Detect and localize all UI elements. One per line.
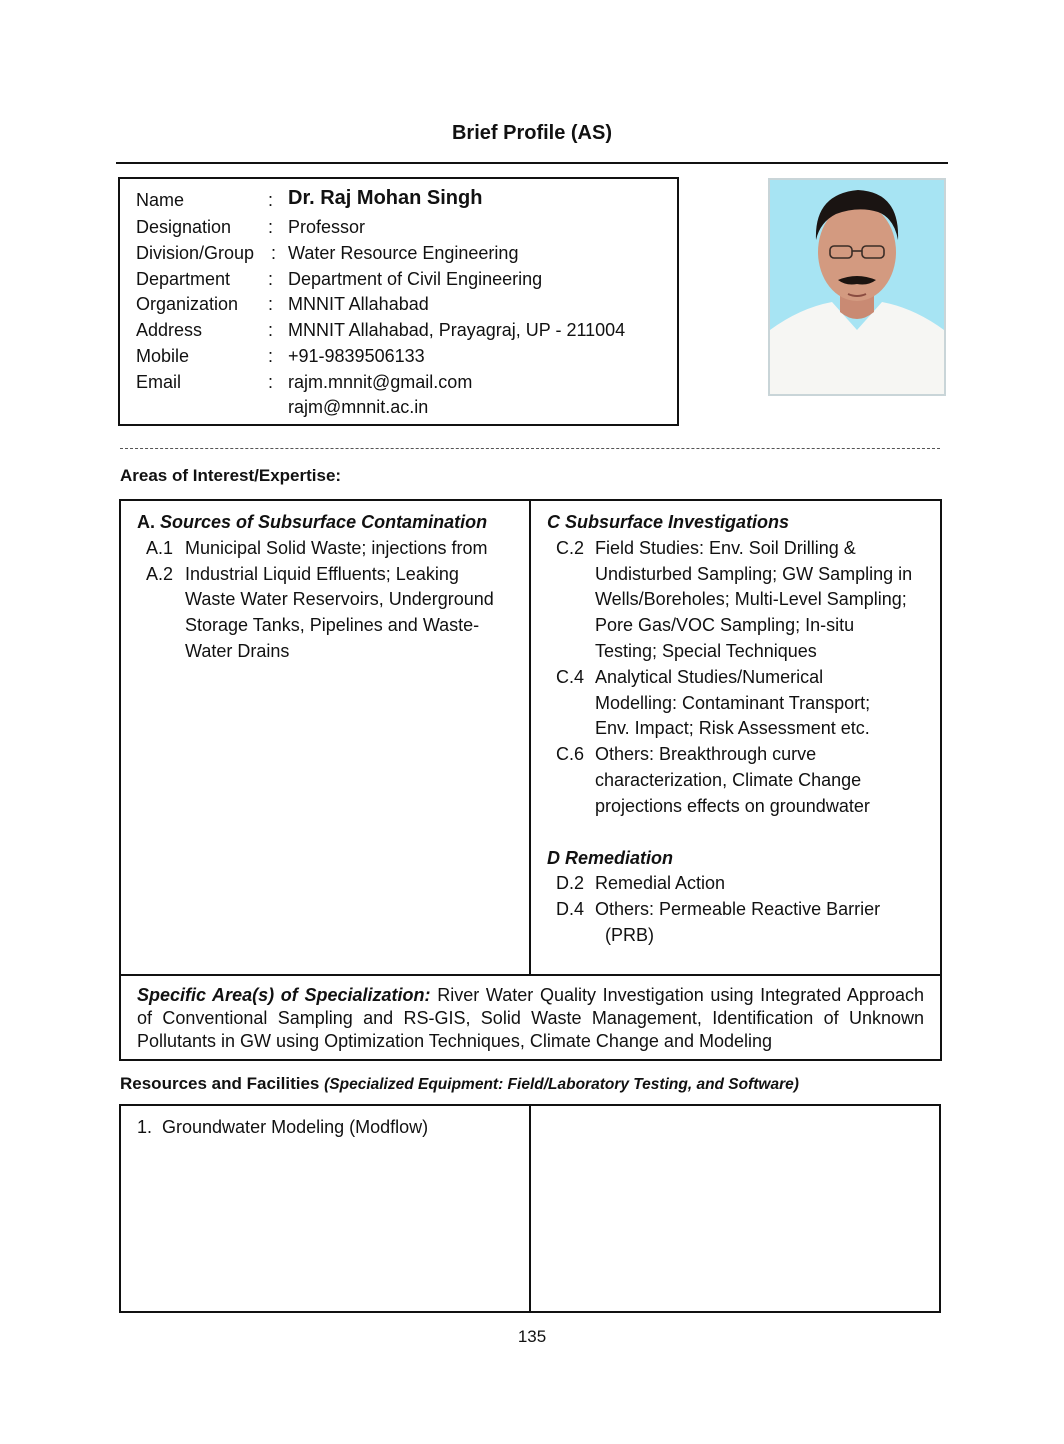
areas-right-column — [547, 510, 937, 949]
area-item-a2: A.2 Industrial Liquid Effluents; Leaking Waste Water Reservoirs, Underground Storage Tanks, Pipelines and Waste- Water Drains — [146, 563, 494, 661]
profile-sep: : — [268, 346, 274, 366]
areas-left-column — [137, 510, 517, 665]
area-item-c6: C.6 Others: Breakthrough curve characterization, Climate Change projections effects on groundwater — [556, 744, 870, 816]
area-item-c2: C.2 Field Studies: Env. Soil Drilling & Undisturbed Sampling; GW Sampling in Wells/Boreholes; Multi-Level Sampling; Pore Gas/VOC Sampling; In-situ Testing; Special Techniques — [556, 537, 913, 661]
row-divider — [121, 974, 940, 976]
profile-sep: : — [271, 243, 277, 263]
profile-sep: : — [268, 294, 274, 314]
resources-subheading: (Specialized Equipment: Field/Laboratory Testing, and Software) — [324, 1076, 799, 1093]
specialization-label: Specific Area(s) of Specialization: — [137, 985, 431, 1005]
areas-table — [119, 499, 942, 1061]
area-item-a1: A.1 Municipal Solid Waste; injections from — [146, 537, 488, 558]
profile-photo — [768, 178, 946, 396]
section-d-heading: D Remediation — [547, 847, 674, 868]
profile-label: Designation — [136, 217, 232, 237]
profile-label: Division/Group — [136, 243, 255, 263]
profile-label: Organization — [136, 294, 239, 314]
profile-sep: : — [268, 190, 274, 210]
resources-table — [119, 1104, 941, 1313]
profile-label: Department — [136, 269, 231, 289]
email-link-secondary[interactable]: rajm@mnnit.ac.in — [288, 397, 429, 417]
areas-heading: Areas of Interest/Expertise: — [120, 466, 342, 485]
profile-box — [118, 177, 679, 426]
specialization-text: River Water Quality Investigation using Integrated Approach of Conventional Sampling and RS-GIS, Solid Waste Management, Identification of Unknown Pollutants in GW using Optimization Techniques, Climate Change and Modeling — [137, 985, 924, 1051]
section-c-heading: C Subsurface Investigations — [547, 512, 790, 532]
email-link[interactable]: rajm.mnnit@gmail.com — [288, 372, 473, 392]
page-title: Brief Profile (AS) — [451, 122, 613, 144]
profile-value: Professor — [288, 217, 366, 237]
profile-label: Email — [136, 372, 182, 392]
profile-sep: : — [268, 269, 274, 289]
area-item-d2: D.2 Remedial Action — [556, 873, 726, 894]
profile-value: +91-9839506133 — [288, 346, 425, 366]
profile-sep: : — [268, 372, 274, 392]
page-number: 135 — [517, 1327, 547, 1346]
area-item-c4: C.4 Analytical Studies/Numerical Modelling: Contaminant Transport; Env. Impact; Risk Assessment etc. — [556, 666, 871, 739]
profile-sep: : — [268, 217, 274, 237]
title-rule — [116, 162, 948, 164]
dashed-divider — [120, 448, 940, 449]
column-divider — [529, 501, 531, 974]
person-photo-icon — [770, 180, 944, 394]
profile-sep: : — [268, 320, 274, 340]
profile-value: MNNIT Allahabad — [288, 294, 429, 314]
specialization-paragraph — [137, 984, 924, 1053]
profile-label: Name — [136, 190, 185, 210]
profile-value: Department of Civil Engineering — [288, 269, 543, 289]
section-a-heading: A. Sources of Subsurface Contamination — [137, 512, 488, 532]
profile-name-value: Dr. Raj Mohan Singh — [288, 187, 483, 209]
resource-item: 1. Groundwater Modeling (Modflow) — [137, 1117, 429, 1137]
profile-value: MNNIT Allahabad, Prayagraj, UP - 211004 — [288, 320, 626, 340]
profile-label: Mobile — [136, 346, 190, 366]
profile-value: Water Resource Engineering — [288, 243, 519, 263]
resources-heading: Resources and Facilities (Specialized Equipment: Field/Laboratory Testing, and Software) — [120, 1074, 799, 1093]
column-divider — [529, 1106, 531, 1311]
profile-label: Address — [136, 320, 203, 340]
area-item-d4: D.4 Others: Permeable Reactive Barrier (PRB) — [556, 899, 881, 945]
